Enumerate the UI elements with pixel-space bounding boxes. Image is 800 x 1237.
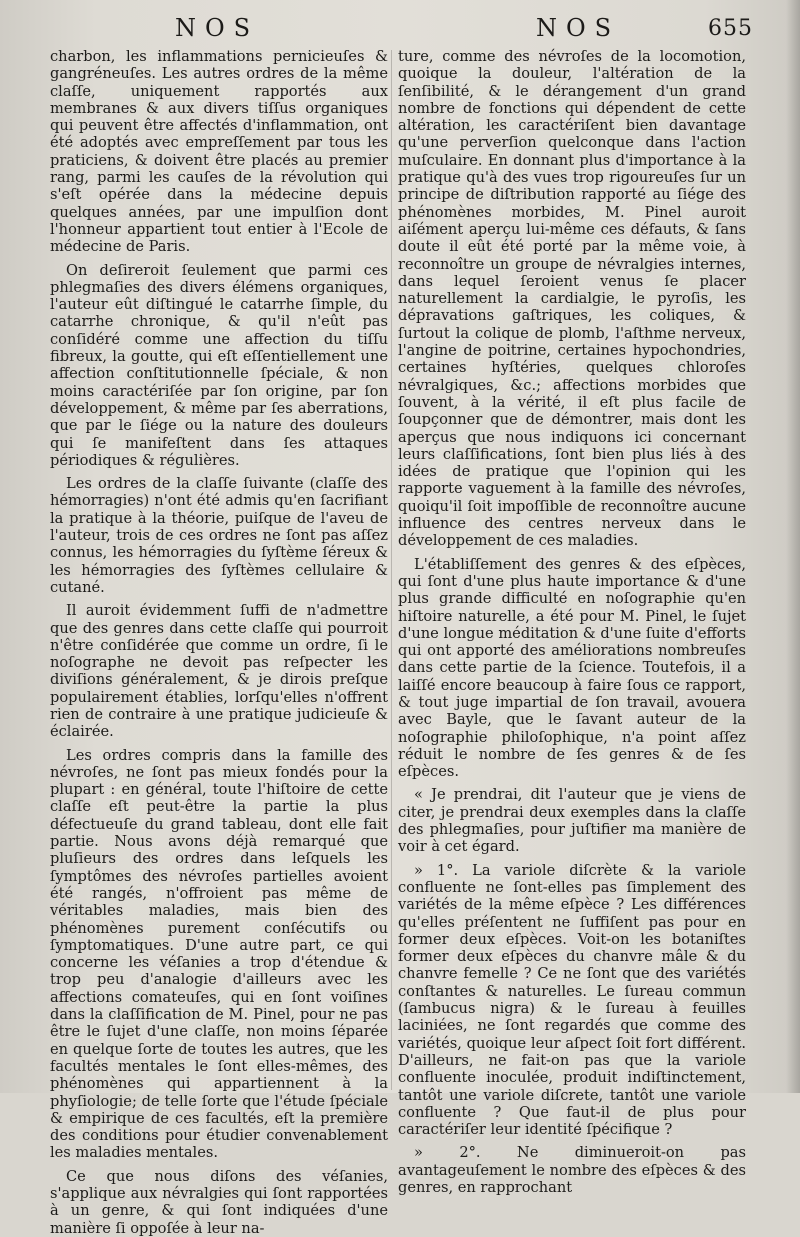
paragraph: » 2°. Ne diminueroit-on pas avantageuſement le nombre des eſpèces & des genres, en rapprochant [398, 1144, 746, 1196]
paragraph: Les ordres de la claſſe ſuivante (claſſe des hémorragies) n'ont été admis qu'en ſacrifiant la pratique à la théorie, puiſque de l'aveu de l'auteur, trois de ces ordres ne ſont pas aſſez connus, les hémorragies du ſyſtème ſéreux & les hémorragies des ſyſtèmes cellulaire & cutané. [50, 475, 388, 596]
paragraph: ture, comme des névroſes de la locomotion, quoique la douleur, l'altération de la ſenſibilité, & le dérangement d'un grand nombre de fonctions qui dépendent de cette altération, les caractériſent bien davantage qu'une perverſion quelconque dans l'action muſculaire. En donnant plus d'importance à la pratique qu'à des vues trop rigoureuſes ſur un principe de diſtribution rapporté au ſiége des phénomènes morbides, M. Pinel auroit aiſément aperçu lui-même ces défauts, & ſans doute il eût été porté par la même voie, à reconnoître un groupe de névralgies internes, dans lequel ſeroient venus ſe placer naturellement la cardialgie, le pyroſis, les dépravations gaſtriques, les coliques, & ſurtout la colique de plomb, l'aſthme nerveux, l'angine de poitrine, certaines hypochondries, certaines hyſtéries, quelques chloroſes névralgiques, &c.; affections morbides que ſouvent, à la vérité, il eſt plus facile de ſoupçonner que de démontrer, mais dont les aperçus que nous indiquons ici concernant leurs claſſifications, ſont bien plus liés à des idées de pratique que l'opinion qui les rapporte vaguement à la famille des névroſes, quoiqu'il ſoit impoſſible de reconnoître aucune influence des centres nerveux dans le développement de ces maladies. [398, 48, 746, 550]
paragraph: L'établiſſement des genres & des eſpèces, qui ſont d'une plus haute importance & d'une plus grande difficulté en noſographie qu'en hiſtoire naturelle, a été pour M. Pinel, le ſujet d'une longue méditation & d'une ſuite d'efforts qui ont apporté des améliorations nombreuſes dans cette partie de la ſcience. Toutefois, il a laiſſé encore beaucoup à faire ſous ce rapport, & tout juge impartial de ſon travail, avouera avec Bayle, que le ſavant auteur de la noſographie philoſophique, n'a point aſſez réduit le nombre de ſes genres & de ſes eſpèces. [398, 555, 746, 781]
paragraph: Les ordres compris dans la famille des névroſes, ne ſont pas mieux fondés pour la plupart : en général, toute l'hiſtoire de cette claſſe eſt peut-être la partie la plus défectueuſe du grand tableau, dont elle fait partie. Nous avons déjà remarqué que pluſieurs des ordres dans leſquels les ſymptômes des névroſes partielles avoient été rangés, n'offroient pas même de véritables maladies, mais bien des phénomènes purement conſécutifs ou ſymptomatiques. D'une autre part, ce qui concerne les véſanies a trop d'étendue & trop peu d'analogie d'ailleurs avec les affections comateuſes, qui en ſont voiſines dans la claſſification de M. Pinel, pour ne pas être le ſujet d'une claſſe, non moins ſéparée en quelque ſorte de toutes les autres, que les facultés mentales le ſont elles-mêmes, des phénomènes qui appartiennent à la phyſiologie; de telle ſorte que l'étude ſpéciale & empirique de ces facultés, eſt la première des conditions pour étudier convenablement les maladies mentales. [50, 746, 388, 1162]
left-column [50, 48, 388, 1237]
paragraph: » 1°. La variole diſcrète & la variole confluente ne ſont-elles pas ſimplement des variétés de la même eſpèce ? Les différences qu'elles préſentent ne ſuffiſent pas pour en former deux eſpèces. Voit-on les botaniſtes former deux eſpèces du chanvre mâle & du chanvre femelle ? Ce ne ſont que des variétés conſtantes & naturelles. Le ſureau commun (ſambucus nigra) & le ſureau à feuilles laciniées, ne ſont regardés que comme des variétés, quoique leur aſpect ſoit fort différent. D'ailleurs, ne fait-on pas que la variole confluente inoculée, produit indiſtinctement, tantôt une variole diſcrete, tantôt une variole confluente ? Que faut-il de plus pour caractériſer leur identité ſpécifique ? [398, 861, 746, 1139]
column-divider [391, 50, 392, 1090]
right-column [398, 48, 746, 1196]
paragraph: On deſireroit ſeulement que parmi ces phlegmaſies des divers élémens organiques, l'auteur eût diſtingué le catarrhe ſimple, du catarrhe chronique, & qu'il n'eût pas conſidéré comme une affection du tiſſu fibreux, la goutte, qui eſt eſſentiellement une affection conſtitutionnelle ſpéciale, & non moins caractériſée par ſon origine, par ſon développement, & même par ſes aberrations, que par le ſiége ou la nature des douleurs qui ſe manifeſtent dans ſes attaques périodiques & régulières. [50, 261, 388, 469]
page-number: 655 [708, 16, 753, 41]
paragraph: « Je prendrai, dit l'auteur que je viens de citer, je prendrai deux exemples dans la claſſe des phlegmaſies, pour juſtifier ma manière de voir à cet égard. [398, 786, 746, 856]
paragraph: Il auroit évidemment ſuffi de n'admettre que des genres dans cette claſſe qui pourroit n'être conſidérée que comme un ordre, ſi le noſographe ne devoit pas reſpecter les diviſions généralement, & je dirois preſque populairement établies, lorſqu'elles n'offrent rien de contraire à une pratique judicieuſe & éclairée. [50, 602, 388, 741]
running-header [0, 14, 800, 44]
page-edge-shadow [786, 0, 800, 1093]
running-head-right: NOS [536, 14, 621, 42]
paragraph: Ce que nous diſons des véſanies, s'applique aux névralgies qui ſont rapportées à un genre, & qui ſont indiquées d'une manière ſi oppoſée à leur na- [50, 1167, 388, 1237]
running-head-left: NOS [175, 14, 260, 42]
paragraph: charbon, les inflammations pernicieuſes & gangréneuſes. Les autres ordres de la même claſſe, uniquement rapportés aux membranes & aux divers tiſſus organiques qui peuvent être affectés d'inflammation, ont été adoptés avec empreſſement par tous les praticiens, & doivent être placés au premier rang, parmi les cauſes de la révolution qui s'eſt opérée dans la médecine depuis quelques années, par une impulſion dont l'honneur appartient tout entier à l'Ecole de médecine de Paris. [50, 48, 388, 256]
